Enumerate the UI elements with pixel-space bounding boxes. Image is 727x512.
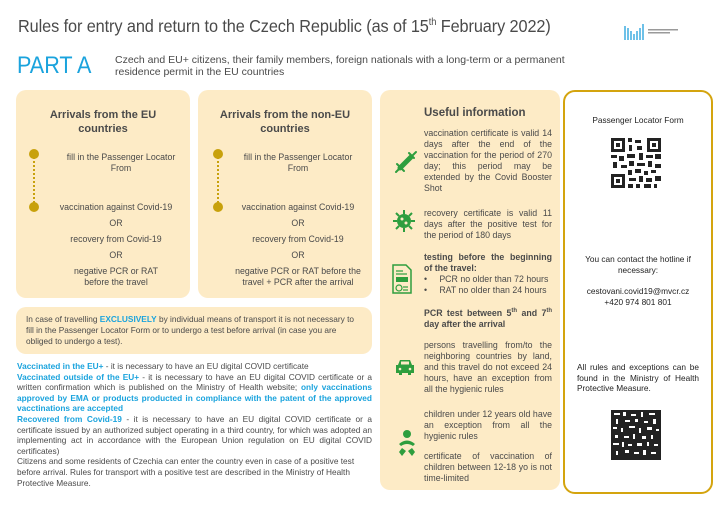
qr-code-icon (611, 410, 661, 460)
rules-note: All rules and exceptions can be found in the Ministry of Health Protective Measure. (577, 362, 699, 393)
non-eu-arrivals-box (198, 90, 372, 298)
eu-or: OR (109, 218, 123, 228)
contact-box (563, 90, 713, 494)
hotline-text: You can contact the hotline if necessary: (585, 254, 691, 275)
timeline-dot (29, 202, 39, 212)
eu-arrivals-title: Arrivals from the EU countries (49, 109, 157, 135)
test-certificate-icon (391, 264, 413, 294)
certificate-notes (17, 361, 372, 488)
qr-code-icon (611, 138, 661, 188)
baby-icon (396, 429, 418, 459)
hotline-phone[interactable]: +420 974 801 801 (604, 297, 672, 307)
part-label: PART A (17, 52, 92, 79)
pcr-after-arrival: PCR test between 5th and 7th day after the arrival (424, 307, 553, 329)
children-certificate-info: certificate of vaccination of children between 12-18 yo is not time-limited (424, 451, 552, 483)
testing-title: testing before the beginning of the travel: (424, 252, 552, 273)
note-recovered: Recovered from Covid-19 - it is necessary to have an EU digital COVID certificate or a certificate issued by an authorized subject operating in a third country, for which was adopted an implementing act in accordance with the European Union regulation on EU digital COVID certificates) (17, 413, 372, 456)
non-eu-arrivals-title: Arrivals from the non-EU countries (219, 109, 351, 135)
exclusive-transport-note (16, 307, 372, 354)
syringe-icon (392, 150, 418, 176)
non-eu-step-plf: fill in the Passenger Locator From (243, 152, 353, 173)
part-description: Czech and EU+ citizens, their family members, foreign nationals with a long-term or a permanent residence permit in the EU countries (115, 54, 565, 78)
plf-qr-code[interactable] (611, 138, 661, 188)
non-eu-or: OR (291, 250, 305, 260)
note-vaccinated-eu: Vaccinated in the EU+ - it is necessary to have an EU digital COVID certificate (17, 361, 309, 371)
eu-option-recovery: recovery from Covid-19 (70, 234, 162, 244)
eu-step-plf: fill in the Passenger Locator From (66, 152, 176, 173)
testing-item-rat: • RAT no older than 24 hours (424, 285, 547, 295)
testing-list (424, 274, 552, 296)
ministry-logo (624, 22, 682, 42)
useful-info-title: Useful information (424, 107, 526, 119)
non-eu-option-vaccination: vaccination against Covid-19 (241, 202, 355, 212)
eu-arrivals-box (16, 90, 190, 298)
eu-option-vaccination: vaccination against Covid-19 (59, 202, 173, 212)
measures-qr-code[interactable] (611, 410, 661, 460)
land-travel-info: persons travelling from/to the neighboring countries by land, and this travel do not exceed 24 hours, have an exception from all the hygienic rules (424, 340, 552, 394)
non-eu-option-recovery: recovery from Covid-19 (252, 234, 344, 244)
page-title: Rules for entry and return to the Czech Republic (as of 15th February 2022) (18, 16, 551, 36)
children-info: children under 12 years old have an exception from all the hygienic rules (424, 409, 552, 441)
useful-info-box (380, 90, 560, 490)
non-eu-option-test: negative PCR or RAT before the travel + PCR after the arrival (235, 266, 361, 287)
testing-item-pcr: • PCR no older than 72 hours (424, 274, 549, 284)
eu-or: OR (109, 250, 123, 260)
timeline-dot (213, 202, 223, 212)
note-vaccinated-outside-eu: Vaccinated outside of the EU+ - it is necessary to have an EU digital COVID certificate or a written confirmation which is published on the Ministry of Health website; only vaccinations approved by EMA or products producted in compliance with the patent of the approved vacctinations are accepted (17, 371, 373, 414)
note-citizens-positive-test: Citizens and some residents of Czechia can enter the country even in case of a positive test before arrival. Rules for transport with a positive test are described in the Ministry of Health Protective Measure. (17, 456, 355, 488)
hotline-email[interactable]: cestovani.covid19@mvcr.cz (586, 286, 690, 296)
ministry-logo-icon (624, 22, 682, 42)
eu-option-test: negative PCR or RAT before the travel (74, 266, 158, 287)
exclusive-transport-text: In case of travelling EXCLUSIVELY by individual means of transport it is not necessary to fill in the Passenger Locator Form or to undergo a test before arrival (in case you are obliged to undergo a test). (26, 314, 355, 346)
virus-icon (392, 209, 416, 233)
timeline-line (217, 157, 219, 203)
non-eu-or: OR (291, 218, 305, 228)
recovery-info: recovery certificate is valid 11 days after the positive test for the period of 180 days (424, 208, 552, 240)
plf-title: Passenger Locator Form (592, 115, 684, 125)
vaccination-info: vaccination certificate is valid 14 days after the end of the vaccination for the period of 270 day; this period may be extended by the Covid Booster Shot (424, 128, 552, 193)
car-icon (394, 358, 416, 376)
timeline-line (33, 157, 35, 203)
